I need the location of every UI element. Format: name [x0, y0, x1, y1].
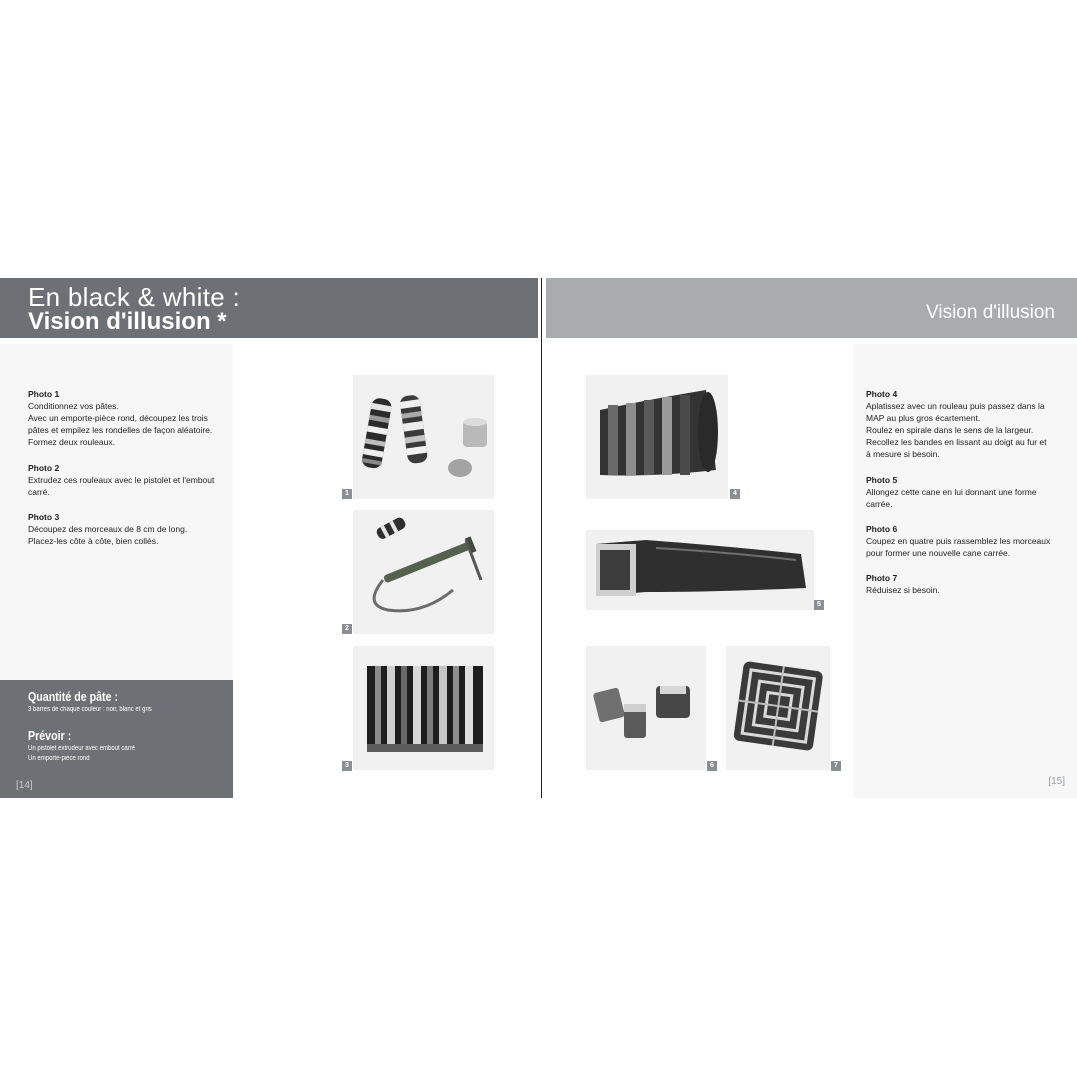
quantity-text: 3 barres de chaque couleur : noir, blanc et gris [28, 706, 152, 713]
photo-7 [726, 646, 830, 770]
step-heading: Photo 4 [866, 389, 898, 399]
photo-badge: 1 [342, 489, 352, 499]
photo-badge: 3 [342, 761, 352, 771]
photo-badge: 6 [707, 761, 717, 771]
step-photo-2 [28, 462, 214, 498]
photo-1 [353, 375, 494, 499]
step-line: Avec un emporte-pièce rond, découpez les trois [28, 413, 208, 423]
step-line: Réduisez si besoin. [866, 585, 940, 595]
step-line: Placez-les côte à côte, bien collés. [28, 536, 159, 546]
step-line: Découpez des morceaux de 8 cm de long. [28, 524, 188, 534]
page-title-line1: En black & white : [28, 282, 241, 312]
striped-canes-image [353, 646, 494, 770]
page-number: [14] [16, 780, 33, 791]
step-photo-1 [28, 388, 212, 448]
photo-5 [586, 530, 814, 610]
right-page [546, 278, 1077, 798]
photo-4 [586, 375, 728, 499]
page-number: [15] [1048, 776, 1065, 787]
step-line: Conditionnez vos pâtes. [28, 401, 119, 411]
step-line: Formez deux rouleaux. [28, 437, 115, 447]
step-line: pâtes et empilez les rondelles de façon aléatoire. [28, 425, 213, 435]
step-line: Recollez les bandes en lissant au doigt au fur et [866, 437, 1047, 447]
step-line: Extrudez ces rouleaux avec le pistolet et l'embout [28, 475, 215, 485]
step-line: Coupez en quatre puis rassemblez les morceaux [866, 536, 1051, 546]
prevoir-heading: Prévoir : [28, 728, 72, 743]
photo-2 [353, 510, 494, 634]
step-line: pour former une nouvelle cane carrée. [866, 548, 1011, 558]
step-line: Roulez en spirale dans le sens de la largeur. [866, 425, 1034, 435]
assembled-cane-image [726, 646, 830, 770]
photo-badge: 2 [342, 624, 352, 634]
step-photo-5 [866, 474, 1037, 510]
step-heading: Photo 3 [28, 512, 60, 522]
clay-rolls-image [353, 375, 494, 499]
step-line: Allongez cette cane en lui donnant une forme [866, 487, 1037, 497]
left-page [0, 278, 538, 798]
spiral-roll-image [586, 375, 728, 499]
photo-badge: 5 [814, 600, 824, 610]
running-title: Vision d'illusion [926, 302, 1055, 323]
step-heading: Photo 5 [866, 475, 898, 485]
step-line: Aplatissez avec un rouleau puis passez dans la [866, 401, 1045, 411]
step-line: carré. [28, 487, 50, 497]
step-heading: Photo 6 [866, 524, 898, 534]
step-heading: Photo 7 [866, 573, 898, 583]
step-heading: Photo 1 [28, 389, 60, 399]
page-title-line2: Vision d'illusion * [28, 308, 227, 335]
photo-badge: 4 [730, 489, 740, 499]
square-cane-image [586, 530, 814, 610]
step-photo-4 [866, 388, 1047, 460]
step-heading: Photo 2 [28, 463, 60, 473]
step-line: à mesure si besoin. [866, 449, 940, 459]
photo-3 [353, 646, 494, 770]
photo-badge: 7 [831, 761, 841, 771]
step-photo-7 [866, 572, 940, 596]
cut-pieces-image [586, 646, 706, 770]
extruder-gun-image [353, 510, 494, 634]
step-line: carrée. [866, 499, 893, 509]
prevoir-line: Un pistolet extrudeur avec embout carré [28, 745, 136, 752]
quantity-heading: Quantité de pâte : [28, 689, 119, 704]
left-title-band [0, 278, 538, 338]
spread-divider [541, 278, 542, 798]
right-title-band [546, 278, 1077, 338]
prevoir-line: Un emporte-pièce rond [28, 755, 90, 762]
right-instructions-column [853, 344, 1077, 798]
photo-6 [586, 646, 706, 770]
step-photo-6 [866, 523, 1050, 559]
step-line: MAP au plus gros écartement. [866, 413, 981, 423]
materials-box [0, 680, 233, 798]
step-photo-3 [28, 511, 187, 547]
